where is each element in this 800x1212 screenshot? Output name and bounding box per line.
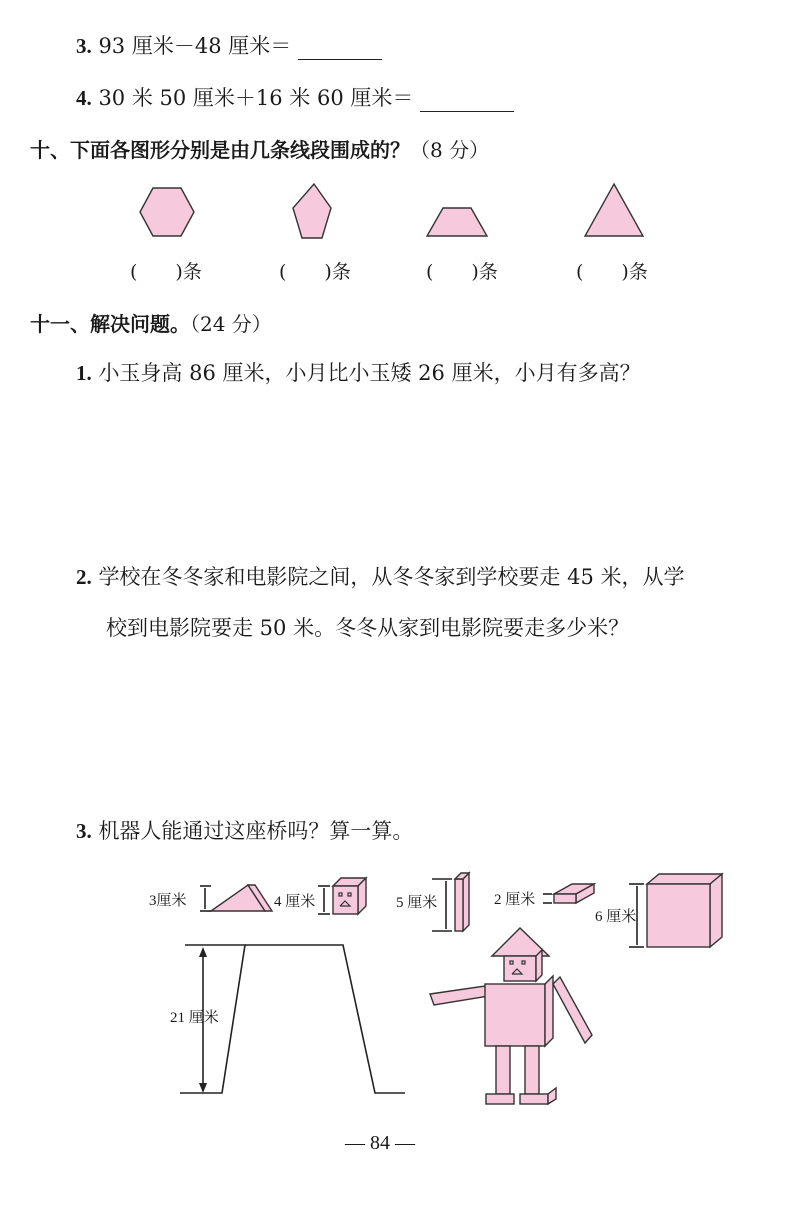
robot-body <box>485 984 545 1046</box>
item-number: 3. <box>76 819 92 843</box>
item-number: 3. <box>76 34 92 58</box>
big-cube-side <box>710 874 722 947</box>
leg-block <box>455 879 463 931</box>
bridge-outline-right <box>245 945 405 1093</box>
flat-height-label: 2 厘米 <box>494 892 536 908</box>
equation-text: 30 米 50 厘米＋16 米 60 厘米＝ <box>98 86 414 110</box>
robot <box>430 928 592 1104</box>
answer-paren-2[interactable]: ( )条 <box>279 261 351 283</box>
big-cube-height-label: 6 厘米 <box>595 909 637 925</box>
leg-block-side <box>463 873 469 931</box>
robot-foot-left <box>486 1094 514 1104</box>
roof-height-arrow <box>200 886 211 911</box>
bridge-height-label: 21 厘米 <box>170 1010 219 1026</box>
problem-text: 机器人能通过这座桥吗？算一算。 <box>98 819 414 843</box>
robot-leg-right <box>525 1046 539 1094</box>
robot-head <box>504 956 536 981</box>
section-title: 十、下面各图形分别是由几条线段围成的？ <box>30 138 410 162</box>
item-number: 2. <box>76 565 92 589</box>
robot-leg-left <box>496 1046 510 1094</box>
robot-foot-right-side <box>548 1088 556 1104</box>
robot-head-side <box>536 950 542 981</box>
answer-paren-4[interactable]: ( )条 <box>576 261 648 283</box>
section-points: （24 分） <box>190 312 272 336</box>
problem-2-line-2: 校到电影院要走 50 米。冬冬从家到电影院要走多少米？ <box>106 616 630 640</box>
section-points: （8 分） <box>410 138 490 162</box>
robot-foot-right <box>520 1094 548 1104</box>
head-cube-front <box>333 886 358 914</box>
problem-text-line-1: 学校在冬冬家和电影院之间，从冬冬家到学校要走 45 米，从学 <box>98 565 685 589</box>
flat-block-front <box>554 894 576 903</box>
robot-arm-right <box>553 977 592 1043</box>
leg-height-label: 5 厘米 <box>396 895 438 911</box>
item-number: 1. <box>76 361 92 385</box>
page-number: — 84 — <box>345 1132 415 1154</box>
roof-height-label: 3厘米 <box>149 893 187 909</box>
head-height-label: 4 厘米 <box>274 894 316 910</box>
robot-body-side <box>545 976 553 1046</box>
head-height-arrow <box>318 886 330 914</box>
section-title: 十一、解决问题。 <box>30 312 190 336</box>
flat-height-arrow <box>543 894 552 903</box>
answer-paren-3[interactable]: ( )条 <box>426 261 498 283</box>
big-cube-front <box>647 884 710 947</box>
item-number: 4. <box>76 86 92 110</box>
answer-paren-1[interactable]: ( )条 <box>130 261 202 283</box>
problem-text: 小玉身高 86 厘米，小月比小玉矮 26 厘米，小月有多高？ <box>98 361 641 385</box>
equation-text: 93 厘米－48 厘米＝ <box>98 34 292 58</box>
robot-arm-left <box>430 986 489 1005</box>
